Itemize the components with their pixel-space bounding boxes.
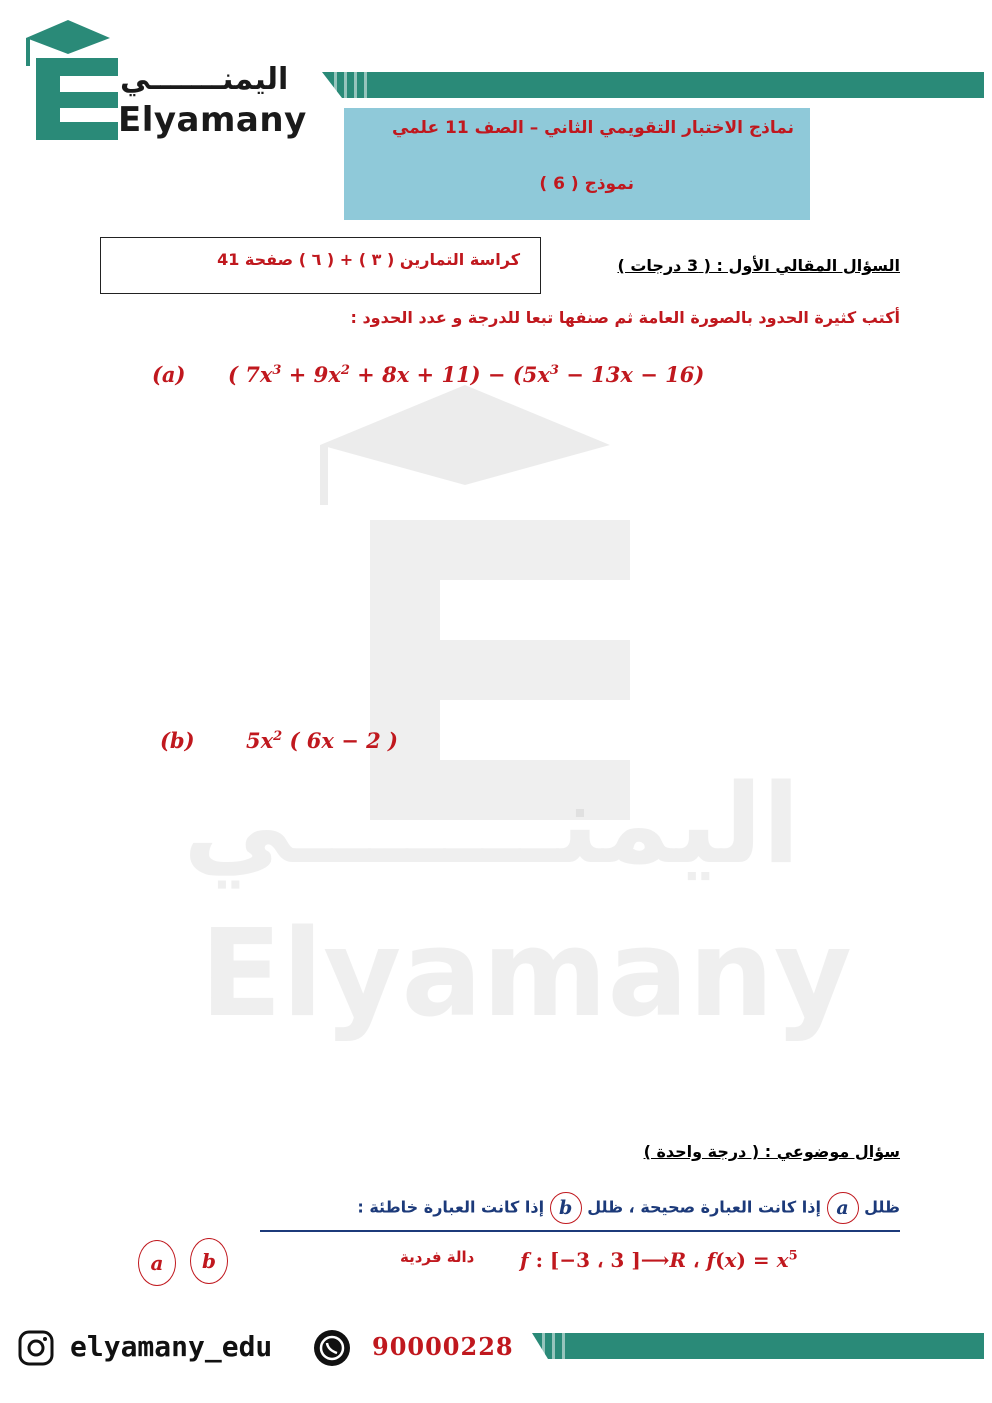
question1-instruction: أكتب كثيرة الحدود بالصورة العامة ثم صنفها تبعا للدرجة و عدد الحدود : xyxy=(350,308,900,327)
model-number: نموذج ( 6 ) xyxy=(539,174,634,194)
answer-a-bubble[interactable]: a xyxy=(138,1240,176,1286)
bottom-decorative-bar xyxy=(532,1333,984,1359)
question1-heading: السؤال المقالي الأول : ( 3 درجات ) xyxy=(617,256,900,275)
part-b-label: (b) xyxy=(160,728,195,753)
part-a-label: (a) xyxy=(152,362,186,387)
part-b-expression: $5x^2$ ( 6x − 2 ) xyxy=(246,728,398,753)
instagram-icon xyxy=(18,1330,54,1366)
statement-text: دالة فردية xyxy=(400,1248,475,1266)
watermark-english: Elyamany xyxy=(200,905,852,1044)
logo-english-text: Elyamany xyxy=(118,100,307,140)
answer-b-bubble[interactable]: b xyxy=(190,1238,228,1284)
exam-title: نماذج الاختبار التقويمي الثاني – الصف 11 علمي xyxy=(391,118,794,138)
option-b-circle: b xyxy=(550,1192,582,1224)
phone-number: 90000228 xyxy=(372,1332,514,1361)
option-a-circle: a xyxy=(827,1192,859,1224)
statement-expression: f : [−3 ، 3 ]⟶R ، $f(x) = x^5$ xyxy=(520,1248,798,1272)
reference-text: كراسة التمارين ( ٣ ) + ( ٦ ) صفحة 41 xyxy=(217,250,520,269)
watermark-arabic: اليمنـــــــي xyxy=(182,760,800,888)
watermark-cap-icon xyxy=(300,385,630,515)
graduation-cap-icon xyxy=(26,20,110,54)
part-a-expression: ( $7x^3 + 9x^2 + 8x + 11) - (5x^3 - 13x - 16)$ xyxy=(228,362,705,387)
logo-arabic-text: اليمنـــــــي xyxy=(120,62,289,97)
instagram-handle: elyamany_edu xyxy=(70,1330,273,1363)
whatsapp-icon xyxy=(312,1328,352,1368)
top-decorative-bar xyxy=(322,72,984,98)
question2-heading: سؤال موضوعي : ( درجة واحدة ) xyxy=(643,1142,900,1161)
question2-instruction: ظلل a إذا كانت العبارة صحيحة ، ظلل b إذا كانت العبارة خاطئة : xyxy=(260,1192,900,1232)
